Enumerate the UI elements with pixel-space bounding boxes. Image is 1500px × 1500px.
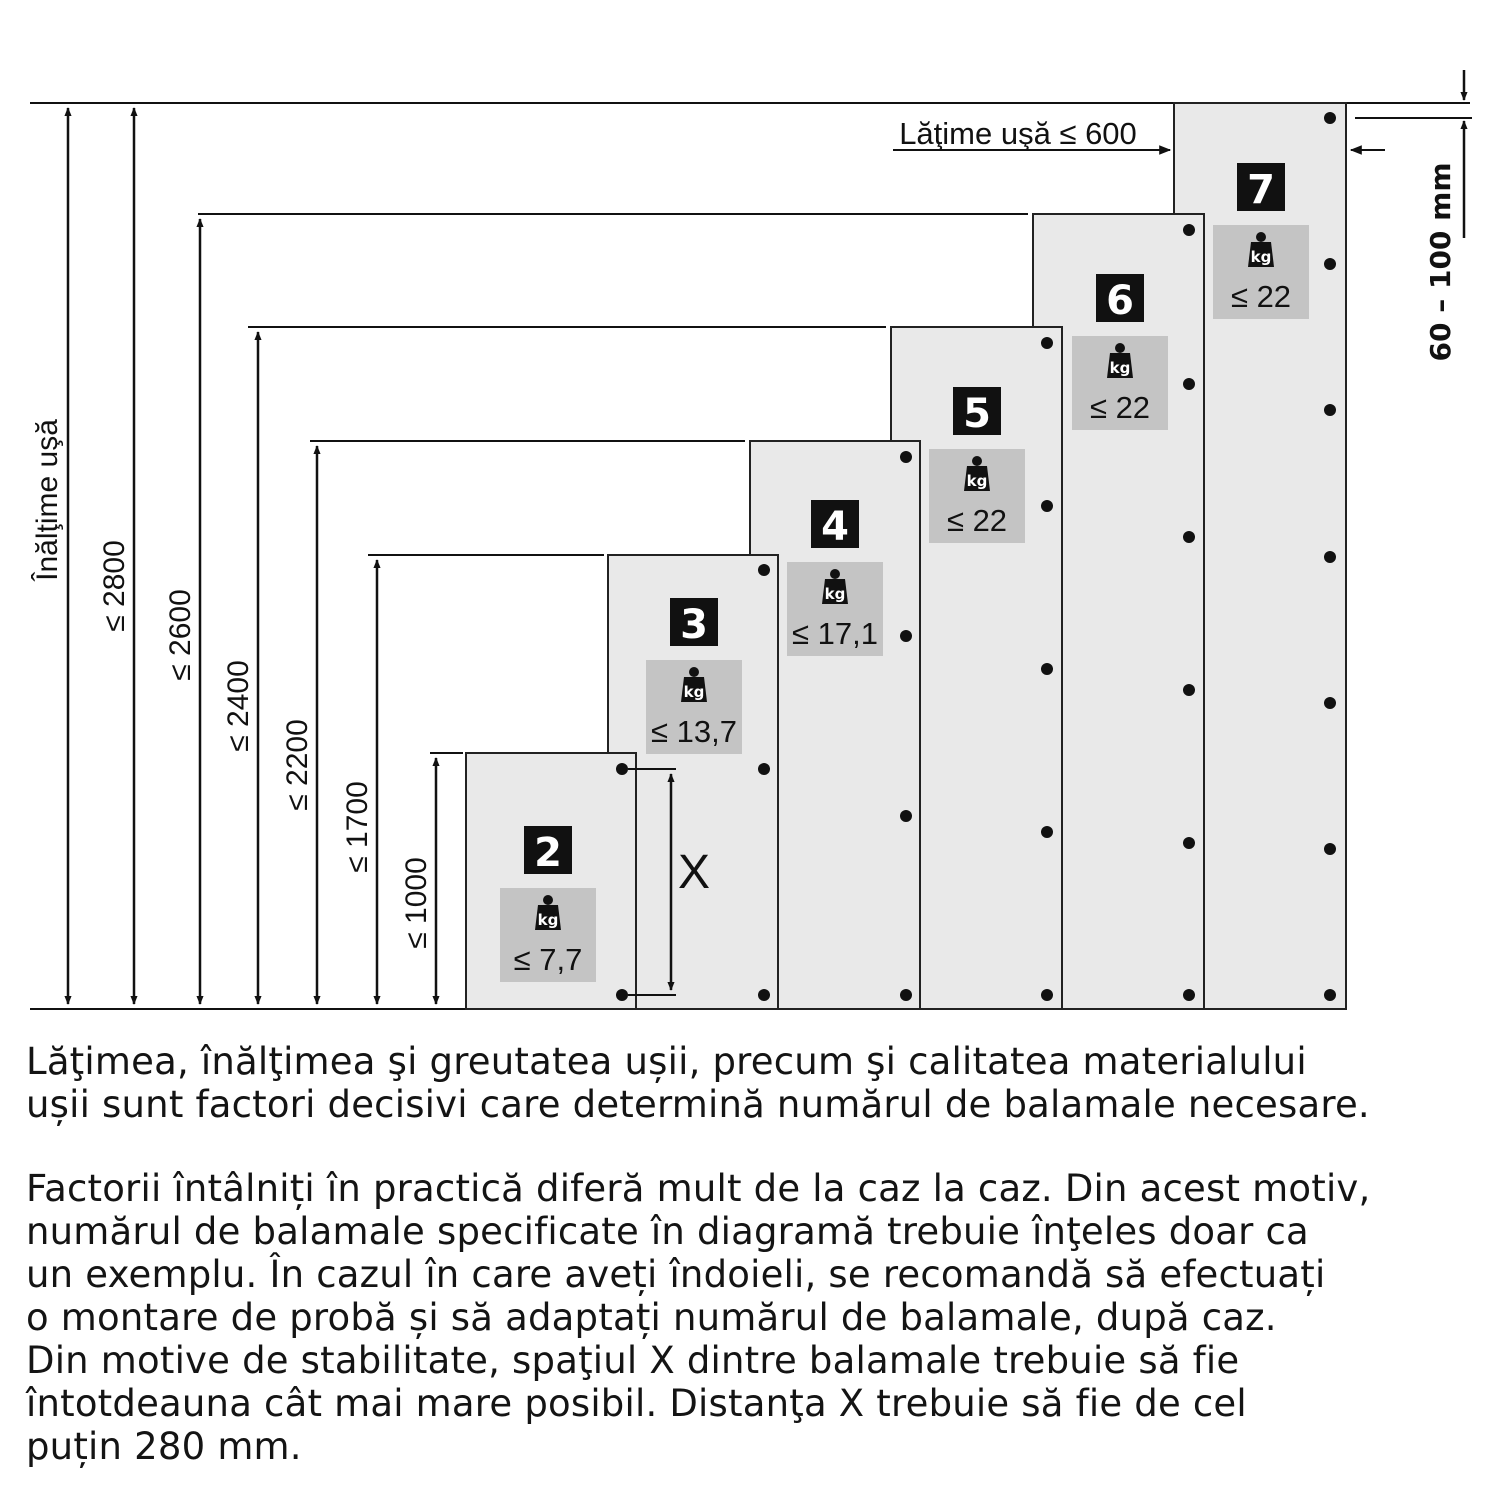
- weight-limit: ≤ 22: [1230, 279, 1292, 314]
- height-label-1000: ≤ 1000: [400, 857, 433, 949]
- weight-limit: ≤ 7,7: [513, 942, 583, 977]
- hinge-count: 7: [1247, 167, 1275, 213]
- weight-icon: [830, 569, 840, 579]
- height-label-1700: ≤ 1700: [341, 781, 374, 873]
- weight-limit: ≤ 17,1: [792, 616, 878, 651]
- kg-label: kg: [1109, 359, 1131, 377]
- weight-icon: [689, 667, 699, 677]
- spacing-x-label: X: [677, 846, 711, 899]
- height-axis-label: Înălţime uşă: [31, 419, 64, 581]
- description: [26, 1040, 1496, 1468]
- weight-icon: [972, 456, 982, 466]
- hinge-count: 2: [534, 830, 562, 876]
- description-paragraph-1: Lăţimea, înălţimea şi greutatea ușii, precum şi calitatea materialului ușii sunt factori decisivi care determină numărul de balamale necesare.: [26, 1040, 1370, 1126]
- kg-label: kg: [537, 911, 559, 929]
- height-label-2400: ≤ 2400: [222, 660, 255, 752]
- kg-label: kg: [683, 683, 705, 701]
- hinge-count: 3: [680, 602, 708, 648]
- kg-label: kg: [966, 472, 988, 490]
- weight-limit: ≤ 22: [1089, 390, 1151, 425]
- hinge-count: 6: [1106, 278, 1134, 324]
- hinge-count: 4: [821, 504, 849, 550]
- description-paragraph-2: Factorii întâlniți în practică diferă mult de la caz la caz. Din acest motiv, numărul de balamale specificate în diagramă trebuie înţeles doar ca un exemplu. În cazul în care aveți îndoieli, se recomandă să efectuați o montare de probă și să adaptați numărul de balamale, după caz. Din motive de stabilitate, spaţiul X dintre balamale trebuie să fie întotdeauna cât mai mare posibil. Distanţa X trebuie să fie de cel puțin 280 mm.: [26, 1167, 1371, 1468]
- height-label-2200: ≤ 2200: [281, 719, 314, 811]
- weight-icon: [1256, 232, 1266, 242]
- weight-limit: ≤ 13,7: [651, 714, 737, 749]
- weight-icon: [1115, 343, 1125, 353]
- kg-label: kg: [824, 585, 846, 603]
- offset-label: 60 – 100 mm: [1424, 162, 1457, 362]
- hinge-count: 5: [963, 391, 991, 437]
- height-label-2800: ≤ 2800: [98, 540, 131, 632]
- door-width-label: Lăţime uşă ≤ 600: [899, 116, 1137, 151]
- kg-label: kg: [1250, 248, 1272, 266]
- height-label-2600: ≤ 2600: [164, 589, 197, 681]
- weight-icon: [543, 895, 553, 905]
- weight-limit: ≤ 22: [946, 503, 1008, 538]
